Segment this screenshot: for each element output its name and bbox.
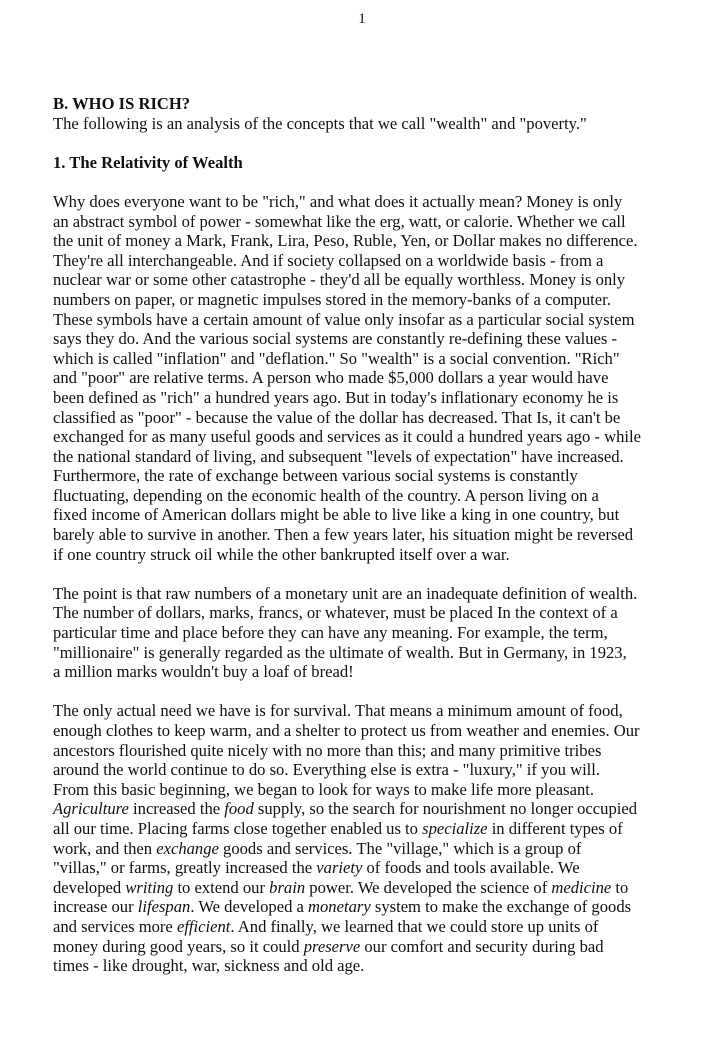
paragraph-1-line: These symbols have a certain amount of value only insofar as a particular social system [53, 309, 635, 329]
paragraph-3-text: work, and then [53, 838, 157, 858]
emphasis-text: specialize [422, 818, 488, 838]
emphasis-text: efficient [176, 916, 231, 936]
paragraph-3-text: supply, so the search for nourishment no longer occupied [253, 799, 638, 819]
paragraph-3-text: developed [53, 877, 126, 897]
paragraph-3-line [53, 799, 713, 819]
paragraph-1-line: fluctuating, depending on the economic health of the country. A person living on a [53, 485, 599, 505]
emphasis-text: medicine [551, 877, 612, 897]
section-heading: B. WHO IS RICH? [53, 94, 191, 113]
paragraph-1-line: Why does everyone want to be "rich," and what does it actually mean? Money is only [53, 191, 623, 211]
emphasis-text: exchange [156, 838, 219, 858]
paragraph-3-text: goods and services. The "village," which is a group of [218, 838, 582, 858]
paragraph-1-line: an abstract symbol of power - somewhat like the erg, watt, or calorie. Whether we call [53, 211, 626, 231]
emphasis-text: variety [316, 858, 363, 878]
page-number: 1 [358, 11, 366, 27]
paragraph-3-line [53, 858, 713, 878]
paragraph-3-line [53, 937, 713, 957]
paragraph-1-line: numbers on paper, or magnetic impulses stored in the memory-banks of a computer. [53, 289, 611, 309]
paragraph-1-line: and "poor" are relative terms. A person who made $5,000 dollars a year would have [53, 368, 609, 388]
paragraph-3-text: and services more [53, 916, 177, 936]
paragraph-3-text: . And finally, we learned that we could store up units of [230, 916, 599, 936]
paragraph-2 [53, 584, 713, 682]
paragraph-3-text: increased the [128, 799, 225, 819]
paragraph-3-text: in different types of [487, 818, 623, 838]
paragraph-1-line: barely able to survive in another. Then a few years later, his situation might be reversed [53, 525, 634, 545]
document-body [53, 94, 713, 976]
paragraph-1-line: classified as "poor" - because the value of the dollar has decreased. That Is, it can't be [53, 407, 621, 427]
paragraph-3-line [53, 917, 713, 937]
paragraph-3-line [53, 878, 713, 898]
paragraph-3 [53, 701, 713, 975]
paragraph-2-line: The point is that raw numbers of a monetary unit are an inadequate definition of wealth. [53, 583, 638, 603]
paragraph-1-line: exchanged for as many useful goods and services as it could a hundred years ago - while [53, 427, 641, 447]
paragraph-3-text: our comfort and security during bad [360, 936, 604, 956]
paragraph-3-line [53, 819, 713, 839]
paragraph-3-text: . We developed a [190, 897, 309, 917]
paragraph-3-text: system to make the exchange of goods [370, 897, 632, 917]
paragraph-3-text: power. We developed the science of [305, 877, 552, 897]
emphasis-text: brain [269, 877, 306, 897]
paragraph-1-line: been defined as "rich" a hundred years ago. But in today's inflationary economy he is [53, 387, 619, 407]
paragraph-2-line: particular time and place before they can have any meaning. For example, the term, [53, 623, 608, 643]
paragraph-1 [53, 192, 713, 564]
emphasis-text: monetary [308, 897, 371, 917]
paragraph-3-line [53, 839, 713, 859]
paragraph-1-line: Furthermore, the rate of exchange between various social systems is constantly [53, 466, 578, 486]
paragraph-3-line [53, 897, 713, 917]
paragraph-1-line: if one country struck oil while the other bankrupted itself over a war. [53, 544, 510, 564]
paragraph-3-line: times - like drought, war, sickness and old age. [53, 956, 365, 976]
paragraph-3-text: increase our [53, 897, 138, 917]
emphasis-text: food [224, 799, 254, 819]
paragraph-3-text: of foods and tools available. We [362, 858, 580, 878]
paragraph-3-text: to extend our [173, 877, 270, 897]
paragraph-3-text: to [611, 877, 629, 897]
emphasis-text: preserve [303, 936, 361, 956]
paragraph-2-line: a million marks wouldn't buy a loaf of bread! [53, 662, 354, 682]
paragraph-2-line: "millionaire" is generally regarded as the ultimate of wealth. But in Germany, in 1923, [53, 642, 627, 662]
paragraph-3-text: money during good years, so it could [53, 936, 304, 956]
paragraph-3-text: "villas," or farms, greatly increased the [53, 858, 317, 878]
paragraph-2-line: The number of dollars, marks, francs, or whatever, must be placed In the context of a [53, 603, 618, 623]
paragraph-1-line: They're all interchangeable. And if society collapsed on a worldwide basis - from a [53, 250, 604, 270]
emphasis-text: writing [125, 877, 174, 897]
paragraph-3-line: enough clothes to keep warm, and a shelter to protect us from weather and enemies. Our [53, 721, 640, 740]
subsection-heading: 1. The Relativity of Wealth [53, 152, 243, 172]
section-intro: The following is an analysis of the concepts that we call "wealth" and "poverty." [53, 113, 587, 133]
paragraph-3-line: The only actual need we have is for survival. That means a minimum amount of food, [53, 701, 623, 721]
paragraph-3-text: all our time. Placing farms close together enabled us to [53, 818, 423, 838]
paragraph-1-line: says they do. And the various social systems are constantly re-defining these values - [53, 329, 618, 349]
paragraph-3-line: around the world continue to do so. Everything else is extra - "luxury," if you will. [53, 760, 601, 780]
emphasis-text: Agriculture [53, 799, 129, 819]
paragraph-1-line: which is called "inflation" and "deflation." So "wealth" is a social convention. "Rich" [53, 348, 620, 368]
paragraph-3-line: ancestors flourished quite nicely with no more than this; and many primitive tribes [53, 740, 602, 760]
paragraph-3-line: From this basic beginning, we began to look for ways to make life more pleasant. [53, 779, 595, 799]
emphasis-text: lifespan [137, 897, 191, 917]
paragraph-1-line: the unit of money a Mark, Frank, Lira, Peso, Ruble, Yen, or Dollar makes no difference. [53, 231, 638, 251]
paragraph-1-line: fixed income of American dollars might be able to live like a king in one country, but [53, 505, 620, 525]
paragraph-1-line: the national standard of living, and subsequent "levels of expectation" have increased. [53, 446, 624, 466]
paragraph-1-line: nuclear war or some other catastrophe - they'd all be equally worthless. Money is only [53, 270, 626, 290]
